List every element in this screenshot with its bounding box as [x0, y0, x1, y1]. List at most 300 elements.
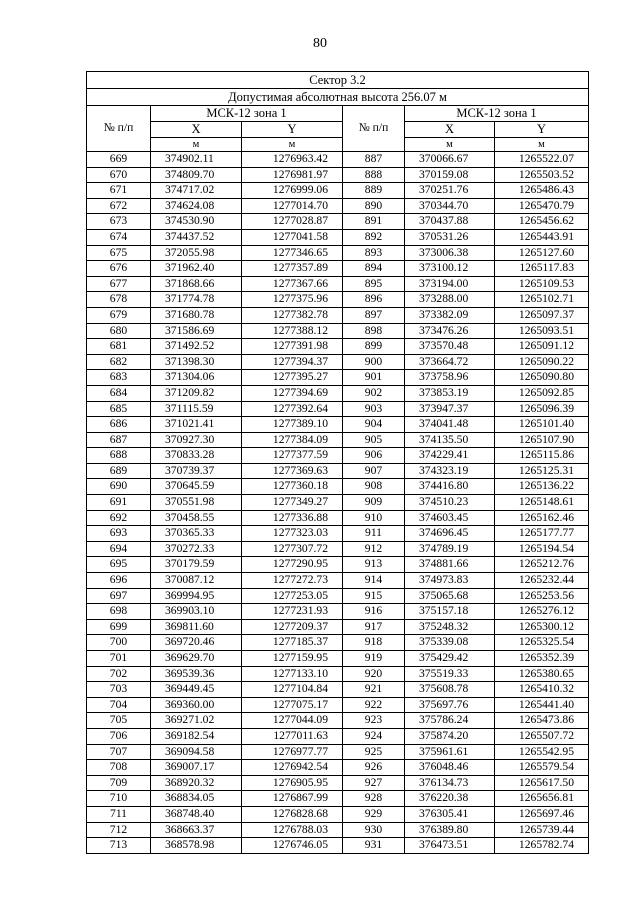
left-x-value: 369720.46 — [151, 635, 242, 651]
left-y-value: 1276828.68 — [242, 806, 343, 822]
table-row — [87, 354, 589, 370]
right-x-value: 373288.00 — [405, 292, 495, 308]
table-row — [87, 541, 589, 557]
left-y-value: 1277231.93 — [242, 604, 343, 620]
left-y-value: 1276942.54 — [242, 760, 343, 776]
right-x-value: 373006.38 — [405, 245, 495, 261]
table-row — [87, 619, 589, 635]
right-y-value: 1265194.54 — [495, 541, 589, 557]
right-point-number: 888 — [343, 167, 405, 183]
right-x-value: 373382.09 — [405, 307, 495, 323]
left-y-value: 1277028.87 — [242, 214, 343, 230]
table-row — [87, 307, 589, 323]
left-point-number: 697 — [87, 588, 151, 604]
left-point-number: 676 — [87, 261, 151, 277]
right-point-number: 889 — [343, 183, 405, 199]
left-point-number: 691 — [87, 495, 151, 511]
right-point-number: 930 — [343, 822, 405, 838]
right-x-value: 374041.48 — [405, 417, 495, 433]
right-x-value: 375608.78 — [405, 682, 495, 698]
table-row — [87, 822, 589, 838]
left-y-value: 1277369.63 — [242, 463, 343, 479]
left-point-number: 705 — [87, 713, 151, 729]
right-x-value: 373664.72 — [405, 354, 495, 370]
left-point-number: 687 — [87, 432, 151, 448]
left-x-value: 371115.59 — [151, 401, 242, 417]
left-y-value: 1277336.88 — [242, 510, 343, 526]
right-x-value: 374323.19 — [405, 463, 495, 479]
left-point-number: 692 — [87, 510, 151, 526]
right-x-value: 375248.32 — [405, 619, 495, 635]
left-y-value: 1276905.95 — [242, 775, 343, 791]
right-point-number: 916 — [343, 604, 405, 620]
table-row — [87, 385, 589, 401]
right-point-number: 892 — [343, 229, 405, 245]
left-point-number: 712 — [87, 822, 151, 838]
left-x-value: 369449.45 — [151, 682, 242, 698]
left-point-number: 681 — [87, 339, 151, 355]
right-point-number: 915 — [343, 588, 405, 604]
left-y-value: 1277391.98 — [242, 339, 343, 355]
right-x-value: 375519.33 — [405, 666, 495, 682]
left-y-value: 1277360.18 — [242, 479, 343, 495]
left-y-value: 1277159.95 — [242, 651, 343, 667]
right-point-number: 921 — [343, 682, 405, 698]
left-point-number: 674 — [87, 229, 151, 245]
left-point-number: 684 — [87, 385, 151, 401]
left-y-value: 1277307.72 — [242, 541, 343, 557]
right-y-value: 1265503.52 — [495, 167, 589, 183]
right-point-number: 890 — [343, 198, 405, 214]
right-zone-header: МСК-12 зона 1 — [405, 106, 589, 122]
right-x-value: 374973.83 — [405, 573, 495, 589]
right-y-value: 1265097.37 — [495, 307, 589, 323]
right-x-value: 370159.08 — [405, 167, 495, 183]
left-x-value: 368663.37 — [151, 822, 242, 838]
right-x-value: 375157.18 — [405, 604, 495, 620]
right-y-value: 1265579.54 — [495, 760, 589, 776]
right-x-value: 373947.37 — [405, 401, 495, 417]
right-y-value: 1265470.79 — [495, 198, 589, 214]
left-x-value: 370551.98 — [151, 495, 242, 511]
left-y-value: 1277384.09 — [242, 432, 343, 448]
left-x-value: 374624.08 — [151, 198, 242, 214]
right-point-number: 907 — [343, 463, 405, 479]
left-x-value: 371680.78 — [151, 307, 242, 323]
right-y-value: 1265232.44 — [495, 573, 589, 589]
left-x-value: 371868.66 — [151, 276, 242, 292]
right-point-number: 927 — [343, 775, 405, 791]
left-point-number: 694 — [87, 541, 151, 557]
right-x-value: 374135.50 — [405, 432, 495, 448]
table-row — [87, 479, 589, 495]
left-y-value: 1277346.65 — [242, 245, 343, 261]
right-y-value: 1265107.90 — [495, 432, 589, 448]
left-x-value: 371209.82 — [151, 385, 242, 401]
right-x-unit: м — [405, 138, 495, 152]
left-x-unit: м — [151, 138, 242, 152]
right-point-number: 891 — [343, 214, 405, 230]
right-y-unit: м — [495, 138, 589, 152]
left-x-value: 370365.33 — [151, 526, 242, 542]
left-x-value: 370272.33 — [151, 541, 242, 557]
right-y-value: 1265522.07 — [495, 152, 589, 168]
left-point-number: 688 — [87, 448, 151, 464]
left-point-number: 695 — [87, 557, 151, 573]
left-point-number: 711 — [87, 806, 151, 822]
left-point-number: 699 — [87, 619, 151, 635]
right-point-number: 922 — [343, 697, 405, 713]
left-y-value: 1277104.84 — [242, 682, 343, 698]
right-point-number: 918 — [343, 635, 405, 651]
table-row — [87, 573, 589, 589]
table-row — [87, 339, 589, 355]
left-x-value: 369182.54 — [151, 728, 242, 744]
right-x-value: 374510.23 — [405, 495, 495, 511]
table-row — [87, 604, 589, 620]
left-x-value: 371398.30 — [151, 354, 242, 370]
left-y-value: 1277253.05 — [242, 588, 343, 604]
table-row — [87, 448, 589, 464]
left-point-number: 679 — [87, 307, 151, 323]
table-row — [87, 635, 589, 651]
left-point-number: 696 — [87, 573, 151, 589]
left-point-number: 709 — [87, 775, 151, 791]
left-point-number: 677 — [87, 276, 151, 292]
right-y-value: 1265162.46 — [495, 510, 589, 526]
right-x-value: 376473.51 — [405, 838, 495, 854]
left-point-number: 708 — [87, 760, 151, 776]
table-row — [87, 744, 589, 760]
right-y-value: 1265101.40 — [495, 417, 589, 433]
left-y-value: 1276867.99 — [242, 791, 343, 807]
right-y-value: 1265092.85 — [495, 385, 589, 401]
right-y-value: 1265117.83 — [495, 261, 589, 277]
coordinates-body — [87, 152, 589, 854]
right-y-value: 1265656.81 — [495, 791, 589, 807]
right-x-value: 374603.45 — [405, 510, 495, 526]
right-point-number: 900 — [343, 354, 405, 370]
left-x-value: 374437.52 — [151, 229, 242, 245]
left-x-value: 369271.02 — [151, 713, 242, 729]
right-x-value: 370066.67 — [405, 152, 495, 168]
right-point-number: 914 — [343, 573, 405, 589]
right-x-value: 376389.80 — [405, 822, 495, 838]
left-x-value: 370645.59 — [151, 479, 242, 495]
right-y-value: 1265102.71 — [495, 292, 589, 308]
left-x-value: 368578.98 — [151, 838, 242, 854]
left-x-value: 371774.78 — [151, 292, 242, 308]
left-x-value: 368834.05 — [151, 791, 242, 807]
table-row — [87, 276, 589, 292]
right-y-value: 1265782.74 — [495, 838, 589, 854]
left-x-value: 369094.58 — [151, 744, 242, 760]
right-y-value: 1265115.86 — [495, 448, 589, 464]
right-y-value: 1265486.43 — [495, 183, 589, 199]
right-point-number: 910 — [343, 510, 405, 526]
right-y-value: 1265325.54 — [495, 635, 589, 651]
left-y-value: 1277044.09 — [242, 713, 343, 729]
left-x-value: 369903.10 — [151, 604, 242, 620]
right-point-number: 909 — [343, 495, 405, 511]
right-point-number: 925 — [343, 744, 405, 760]
right-point-number: 887 — [343, 152, 405, 168]
table-row — [87, 229, 589, 245]
right-point-number: 911 — [343, 526, 405, 542]
right-point-number: 902 — [343, 385, 405, 401]
left-x-value: 374809.70 — [151, 167, 242, 183]
allowed-height-label: Допустимая абсолютная высота 256.07 м — [87, 89, 589, 106]
left-x-value: 371962.40 — [151, 261, 242, 277]
left-y-value: 1277323.03 — [242, 526, 343, 542]
right-x-value: 374696.45 — [405, 526, 495, 542]
left-y-value: 1276788.03 — [242, 822, 343, 838]
left-x-value: 369007.17 — [151, 760, 242, 776]
left-x-value: 370458.55 — [151, 510, 242, 526]
left-point-number: 673 — [87, 214, 151, 230]
left-point-number: 690 — [87, 479, 151, 495]
right-x-value: 373100.12 — [405, 261, 495, 277]
right-y-value: 1265096.39 — [495, 401, 589, 417]
left-x-value: 370179.59 — [151, 557, 242, 573]
table-row — [87, 697, 589, 713]
right-point-number: 931 — [343, 838, 405, 854]
left-y-value: 1277209.37 — [242, 619, 343, 635]
table-row — [87, 651, 589, 667]
left-point-number: 672 — [87, 198, 151, 214]
right-y-value: 1265443.91 — [495, 229, 589, 245]
right-x-value: 375874.20 — [405, 728, 495, 744]
right-y-value: 1265148.61 — [495, 495, 589, 511]
left-y-value: 1277395.27 — [242, 370, 343, 386]
right-x-value: 373758.96 — [405, 370, 495, 386]
table-row — [87, 760, 589, 776]
left-x-header: X — [151, 122, 242, 138]
right-x-value: 374416.80 — [405, 479, 495, 495]
left-x-value: 370927.30 — [151, 432, 242, 448]
left-x-value: 369629.70 — [151, 651, 242, 667]
right-point-number: 917 — [343, 619, 405, 635]
right-y-value: 1265473.86 — [495, 713, 589, 729]
right-point-number: 906 — [343, 448, 405, 464]
right-point-number: 903 — [343, 401, 405, 417]
right-y-header: Y — [495, 122, 589, 138]
left-y-value: 1277394.69 — [242, 385, 343, 401]
left-point-number: 686 — [87, 417, 151, 433]
table-row — [87, 323, 589, 339]
left-point-number: 689 — [87, 463, 151, 479]
left-y-value: 1277290.95 — [242, 557, 343, 573]
left-point-number: 670 — [87, 167, 151, 183]
left-x-value: 371492.52 — [151, 339, 242, 355]
right-y-value: 1265380.65 — [495, 666, 589, 682]
right-y-value: 1265093.51 — [495, 323, 589, 339]
right-y-value: 1265276.12 — [495, 604, 589, 620]
right-point-number: 908 — [343, 479, 405, 495]
left-zone-header: МСК-12 зона 1 — [151, 106, 343, 122]
right-x-value: 373853.19 — [405, 385, 495, 401]
left-x-value: 369360.00 — [151, 697, 242, 713]
table-row — [87, 370, 589, 386]
left-x-value: 369811.60 — [151, 619, 242, 635]
right-y-value: 1265697.46 — [495, 806, 589, 822]
left-x-value: 374530.90 — [151, 214, 242, 230]
left-x-value: 369994.95 — [151, 588, 242, 604]
right-point-number: 904 — [343, 417, 405, 433]
right-y-value: 1265253.56 — [495, 588, 589, 604]
right-point-number: 899 — [343, 339, 405, 355]
table-row — [87, 463, 589, 479]
right-point-number: 912 — [343, 541, 405, 557]
left-y-value: 1277185.37 — [242, 635, 343, 651]
table-row — [87, 198, 589, 214]
right-point-number: 898 — [343, 323, 405, 339]
left-y-value: 1277388.12 — [242, 323, 343, 339]
left-point-number: 706 — [87, 728, 151, 744]
right-point-number: 920 — [343, 666, 405, 682]
right-y-value: 1265542.95 — [495, 744, 589, 760]
table-row — [87, 557, 589, 573]
table-row — [87, 510, 589, 526]
left-point-number: 682 — [87, 354, 151, 370]
left-x-value: 371304.06 — [151, 370, 242, 386]
table-row — [87, 682, 589, 698]
table-row — [87, 261, 589, 277]
right-x-value: 373476.26 — [405, 323, 495, 339]
right-y-value: 1265441.40 — [495, 697, 589, 713]
right-y-value: 1265125.31 — [495, 463, 589, 479]
left-y-value: 1277349.27 — [242, 495, 343, 511]
left-point-number: 702 — [87, 666, 151, 682]
left-y-value: 1277394.37 — [242, 354, 343, 370]
left-x-value: 370833.28 — [151, 448, 242, 464]
left-point-number: 680 — [87, 323, 151, 339]
left-point-number: 678 — [87, 292, 151, 308]
left-y-value: 1277011.63 — [242, 728, 343, 744]
right-y-value: 1265127.60 — [495, 245, 589, 261]
right-point-number: 897 — [343, 307, 405, 323]
left-point-number: 700 — [87, 635, 151, 651]
left-x-value: 371586.69 — [151, 323, 242, 339]
right-y-value: 1265109.53 — [495, 276, 589, 292]
table-row — [87, 183, 589, 199]
left-x-value: 370739.37 — [151, 463, 242, 479]
right-point-number: 923 — [343, 713, 405, 729]
right-point-number: 901 — [343, 370, 405, 386]
left-point-number: 703 — [87, 682, 151, 698]
right-point-number: 924 — [343, 728, 405, 744]
left-y-value: 1277075.17 — [242, 697, 343, 713]
right-y-value: 1265507.72 — [495, 728, 589, 744]
right-num-header: № п/п — [343, 106, 405, 152]
right-x-value: 373570.48 — [405, 339, 495, 355]
left-point-number: 698 — [87, 604, 151, 620]
left-x-value: 372055.98 — [151, 245, 242, 261]
left-y-value: 1277392.64 — [242, 401, 343, 417]
table-row — [87, 526, 589, 542]
right-x-value: 375786.24 — [405, 713, 495, 729]
table-row — [87, 713, 589, 729]
right-point-number: 928 — [343, 791, 405, 807]
right-y-value: 1265300.12 — [495, 619, 589, 635]
table-row — [87, 432, 589, 448]
table-row — [87, 152, 589, 168]
left-x-value: 368920.32 — [151, 775, 242, 791]
left-point-number: 701 — [87, 651, 151, 667]
left-y-value: 1276977.77 — [242, 744, 343, 760]
right-x-value: 376048.46 — [405, 760, 495, 776]
right-point-number: 896 — [343, 292, 405, 308]
left-x-value: 374902.11 — [151, 152, 242, 168]
left-y-value: 1277041.58 — [242, 229, 343, 245]
right-y-value: 1265352.39 — [495, 651, 589, 667]
left-y-value: 1276999.06 — [242, 183, 343, 199]
left-point-number: 685 — [87, 401, 151, 417]
table-row — [87, 401, 589, 417]
right-x-value: 376305.41 — [405, 806, 495, 822]
table-row — [87, 666, 589, 682]
right-x-value: 375339.08 — [405, 635, 495, 651]
right-x-header: X — [405, 122, 495, 138]
left-point-number: 707 — [87, 744, 151, 760]
table-row — [87, 791, 589, 807]
right-point-number: 929 — [343, 806, 405, 822]
left-y-value: 1276963.42 — [242, 152, 343, 168]
right-x-value: 375697.76 — [405, 697, 495, 713]
table-row — [87, 245, 589, 261]
table-row — [87, 728, 589, 744]
right-point-number: 919 — [343, 651, 405, 667]
right-point-number: 895 — [343, 276, 405, 292]
right-x-value: 375961.61 — [405, 744, 495, 760]
right-x-value: 375065.68 — [405, 588, 495, 604]
left-y-value: 1276981.97 — [242, 167, 343, 183]
page-number: 80 — [313, 36, 327, 51]
left-point-number: 710 — [87, 791, 151, 807]
left-point-number: 675 — [87, 245, 151, 261]
coordinates-table — [86, 71, 589, 854]
left-point-number: 713 — [87, 838, 151, 854]
table-row — [87, 775, 589, 791]
right-x-value: 374789.19 — [405, 541, 495, 557]
left-point-number: 669 — [87, 152, 151, 168]
table-row — [87, 838, 589, 854]
sector-title: Сектор 3.2 — [87, 72, 589, 89]
table-row — [87, 495, 589, 511]
left-x-value: 369539.36 — [151, 666, 242, 682]
right-x-value: 374229.41 — [405, 448, 495, 464]
right-y-value: 1265090.80 — [495, 370, 589, 386]
left-num-header: № п/п — [87, 106, 151, 152]
right-x-value: 370531.26 — [405, 229, 495, 245]
right-y-value: 1265177.77 — [495, 526, 589, 542]
left-x-value: 370087.12 — [151, 573, 242, 589]
table-row — [87, 588, 589, 604]
left-point-number: 671 — [87, 183, 151, 199]
right-y-value: 1265410.32 — [495, 682, 589, 698]
left-point-number: 693 — [87, 526, 151, 542]
right-x-value: 370251.76 — [405, 183, 495, 199]
left-y-value: 1277377.59 — [242, 448, 343, 464]
left-y-header: Y — [242, 122, 343, 138]
left-point-number: 683 — [87, 370, 151, 386]
left-y-value: 1277389.10 — [242, 417, 343, 433]
left-y-unit: м — [242, 138, 343, 152]
right-y-value: 1265456.62 — [495, 214, 589, 230]
right-x-value: 376220.38 — [405, 791, 495, 807]
right-y-value: 1265091.12 — [495, 339, 589, 355]
right-x-value: 375429.42 — [405, 651, 495, 667]
